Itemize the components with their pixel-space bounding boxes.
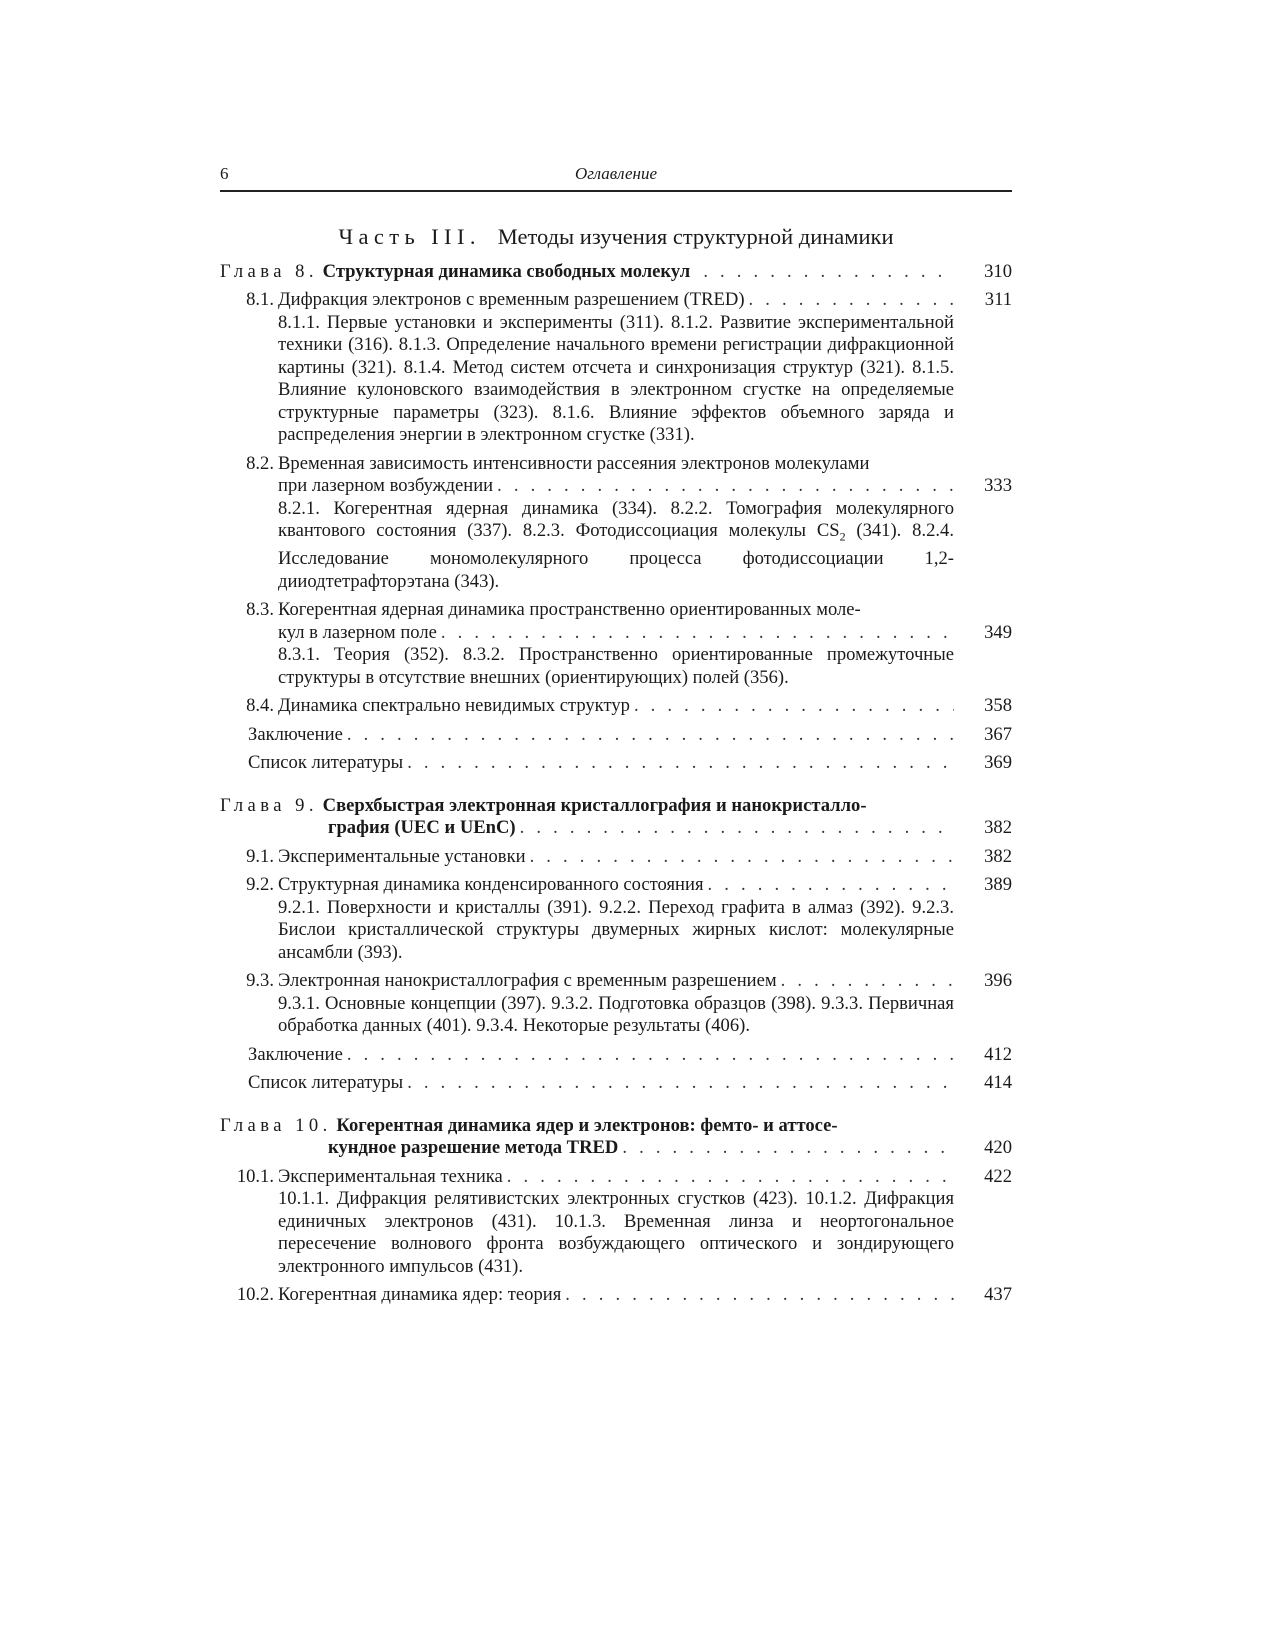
leader-dots bbox=[407, 752, 954, 775]
section-title: Экспериментальная техника bbox=[278, 1165, 503, 1187]
toc-section-10-1[interactable] bbox=[220, 1166, 1012, 1189]
leader-dots bbox=[520, 817, 954, 840]
toc-section-9-1[interactable] bbox=[220, 846, 1012, 869]
page-ref: 422 bbox=[984, 1165, 1012, 1187]
part-title: Методы изучения структурной динамики bbox=[497, 224, 894, 249]
section-number: 10.2. bbox=[236, 1284, 274, 1306]
leader-dots bbox=[694, 261, 954, 284]
leader-dots bbox=[530, 846, 954, 869]
page-ref: 311 bbox=[984, 289, 1012, 310]
section-title: Экспериментальные установки bbox=[278, 845, 526, 867]
section-title-line2: при лазерном возбуждении bbox=[278, 475, 494, 496]
section-number: 10.1. bbox=[236, 1165, 274, 1187]
toc-references-9[interactable] bbox=[220, 1072, 1012, 1095]
chapter-label: Глава 8. bbox=[220, 260, 318, 282]
subsection-list: 9.3.1. Основные концепции (397). 9.3.2. Подготовка образцов (398). 9.3.3. Первичная обработка данных (401). 9.3.4. Некоторые результаты (406). bbox=[278, 992, 954, 1037]
page-ref: 367 bbox=[984, 723, 1012, 745]
entry-title: Заключение bbox=[248, 723, 343, 745]
section-title: Электронная нанокристаллография с временным разрешением bbox=[278, 970, 777, 992]
page-ref: 349 bbox=[984, 621, 1012, 643]
section-number: 9.2. bbox=[246, 874, 274, 896]
running-title: Оглавление bbox=[574, 164, 658, 183]
section-title: Структурная динамика конденсированного состояния bbox=[278, 874, 704, 896]
leader-dots bbox=[749, 289, 954, 312]
toc-section-9-3[interactable] bbox=[220, 970, 1012, 993]
toc-section-9-2[interactable] bbox=[220, 874, 1012, 897]
leader-dots bbox=[441, 622, 954, 645]
section-number: 8.3. bbox=[246, 599, 274, 621]
section-number: 9.3. bbox=[246, 970, 274, 992]
part-label: Часть III. bbox=[338, 224, 481, 249]
subsection-list: 8.3.1. Теория (352). 8.3.2. Пространственно ориентированные промежуточные структуры в отсутствие внешних (ориентирующих) полей (356). bbox=[278, 644, 954, 688]
page-ref: 382 bbox=[984, 817, 1012, 839]
table-of-contents bbox=[220, 226, 1012, 1307]
page-ref: 369 bbox=[984, 752, 1012, 774]
page-ref: 412 bbox=[984, 1043, 1012, 1065]
toc-references-8[interactable] bbox=[220, 752, 1012, 775]
section-number: 8.1. bbox=[246, 289, 274, 310]
chapter-title-line2: кундное разрешение метода TRED bbox=[328, 1137, 619, 1159]
toc-section-8-3[interactable] bbox=[220, 599, 1012, 644]
section-title-line1: Временная зависимость интенсивности рассеяния электронов молекулами bbox=[278, 452, 870, 474]
leader-dots bbox=[347, 1044, 954, 1067]
toc-section-10-2[interactable] bbox=[220, 1284, 1012, 1307]
page-ref: 437 bbox=[984, 1284, 1012, 1306]
section-title-line2: кул в лазерном поле bbox=[278, 621, 437, 643]
toc-chapter-10[interactable] bbox=[220, 1115, 1012, 1160]
page-ref: 333 bbox=[984, 475, 1012, 496]
chapter-label: Глава 9. bbox=[220, 794, 318, 816]
section-title-line1: Когерентная ядерная динамика пространственно ориентированных моле- bbox=[278, 599, 861, 621]
entry-title: Список литературы bbox=[248, 1072, 404, 1094]
toc-section-8-1[interactable] bbox=[220, 289, 1012, 312]
subsection-list: 8.1.1. Первые установки и эксперименты (311). 8.1.2. Развитие экспериментальной техники (316). 8.1.3. Определение начального времени регистрации дифракционной картины (321). 8.1.4. Метод систем отсчета и синхронизация структур (321). 8.1.5. Влияние кулоновского взаимодействия в электронном сгустке на определяемые структурные параметры (323). 8.1.6. Влияние эффектов объемного заряда и распределения энергии в электронном сгустке (331). bbox=[278, 311, 954, 445]
subsection-list: 10.1.1. Дифракция релятивистских электронных сгустков (423). 10.1.2. Дифракция единичных электронов (431). 10.1.3. Временная линза и неортогональное пересечение волнового фронта возбуждающего оптического и зондирующего электронного импульсов (431). bbox=[278, 1188, 954, 1277]
subsection-list: 9.2.1. Поверхности и кристаллы (391). 9.2.2. Переход графита в алмаз (392). 9.2.3. Бислои кристаллической структуры двумерных жирных кислот: молекулярные ансамбли (393). bbox=[278, 896, 954, 963]
toc-section-8-4[interactable] bbox=[220, 695, 1012, 718]
section-title: Когерентная динамика ядер: теория bbox=[278, 1284, 562, 1306]
page-number: 6 bbox=[220, 164, 229, 183]
subsection-list: 8.2.1. Когерентная ядерная динамика (334). 8.2.2. Томография молекулярного квантового состояния (337). 8.2.3. Фотодиссоциация молекулы $CS_2$ (341). 8.2.4. Исследование мономолекулярного процесса фотодиссоциации 1,2-дииодтетрафторэтана (343). bbox=[278, 497, 954, 592]
page-ref: 382 bbox=[984, 845, 1012, 867]
section-number: 8.4. bbox=[246, 695, 274, 717]
chapter-title: Структурная динамика свободных молекул bbox=[322, 260, 691, 282]
section-number: 9.1. bbox=[246, 845, 274, 867]
toc-chapter-9[interactable] bbox=[220, 795, 1012, 840]
chapter-label: Глава 10. bbox=[220, 1114, 332, 1136]
toc-section-8-2[interactable] bbox=[220, 453, 1012, 498]
entry-title: Список литературы bbox=[248, 752, 404, 774]
page-ref: 396 bbox=[984, 970, 1012, 992]
leader-dots bbox=[507, 1166, 954, 1189]
part-heading bbox=[220, 226, 1012, 249]
leader-dots bbox=[497, 475, 954, 498]
leader-dots bbox=[781, 970, 954, 993]
section-title: Динамика спектрально невидимых структур bbox=[278, 695, 630, 717]
page-ref: 420 bbox=[984, 1137, 1012, 1159]
leader-dots bbox=[708, 874, 955, 897]
section-title: Дифракция электронов с временным разрешением (TRED) bbox=[278, 289, 745, 310]
leader-dots bbox=[634, 695, 954, 718]
toc-conclusion-8[interactable] bbox=[220, 724, 1012, 747]
chapter-title-line1: Сверхбыстрая электронная кристаллография и нанокристалло- bbox=[322, 794, 867, 816]
leader-dots bbox=[347, 724, 954, 747]
toc-conclusion-9[interactable] bbox=[220, 1044, 1012, 1067]
section-number: 8.2. bbox=[246, 452, 274, 474]
page-ref: 414 bbox=[984, 1072, 1012, 1094]
leader-dots bbox=[622, 1137, 954, 1160]
running-header bbox=[220, 164, 1012, 192]
page-ref: 389 bbox=[984, 874, 1012, 896]
chapter-title-line1: Когерентная динамика ядер и электронов: фемто- и аттосе- bbox=[336, 1114, 838, 1136]
page-ref: 310 bbox=[984, 260, 1012, 282]
leader-dots bbox=[565, 1284, 954, 1307]
entry-title: Заключение bbox=[248, 1043, 343, 1065]
page-ref: 358 bbox=[984, 695, 1012, 717]
leader-dots bbox=[407, 1072, 954, 1095]
chapter-title-line2: графия (UEC и UEnC) bbox=[328, 817, 516, 839]
toc-chapter-8[interactable] bbox=[220, 261, 1012, 284]
